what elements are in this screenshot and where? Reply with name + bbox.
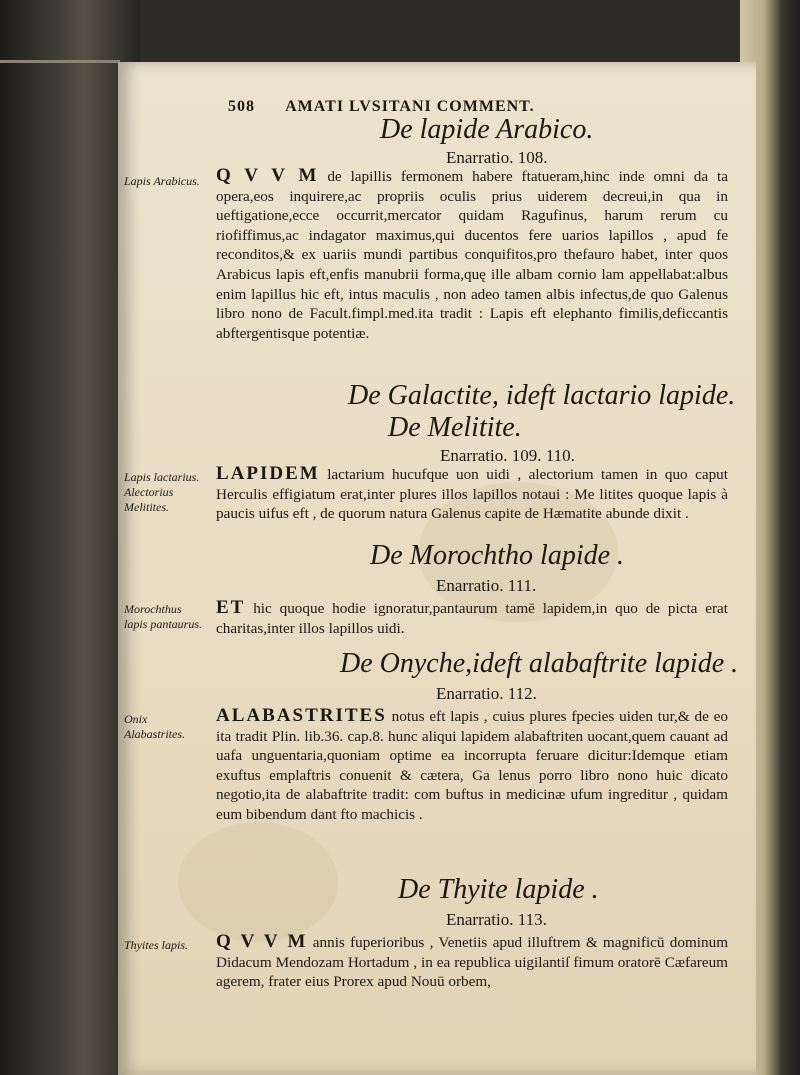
paragraph-text: notus eft lapis , cuius plures fpecies uiden tur,& de eo ita tradit Plin. lib.36. cap.8. hunc aliqui lapidem alabaftriten uocant,quem cauant ad uafa unguentaria,quoniam optime ea incorrupta feruare dicitur:Idemque etiam exuftus emplaftris conuenit & cætera, Ga lenus porro libro nono huic dicato negotio,ita de alabaftrite tradit: com buftus in medicinæ ufum ingreditur , quidam eum bibendum dant fto machicis . — [216, 708, 729, 823]
paragraph — [216, 932, 728, 998]
paragraph-text: lactarium hucufque uon uidi , alectorium tamen in quo caput Herculis effigiatum erat,inter plures illos lapillos notaui : Me litites quoque lapis à paucis uifus eft , de quorum natura Galenus capite de Hæmatite abunde dixit . — [216, 466, 728, 523]
enarratio-label: Enarratio. 113. — [446, 910, 547, 929]
section-title: De Thyite lapide . — [398, 874, 599, 905]
margin-note: Thyites lapis. — [124, 938, 189, 952]
paragraph-initial: ET — [216, 597, 246, 618]
paragraph-initial: LAPIDEM — [216, 463, 320, 484]
paragraph-text: de lapillis fermonem habere ftatueram,hinc inde omni da ta opera,eos inquirere,ac propriis oculis prius uiderem decreui,in qua in ueftigatione,ecce occurrit,mercator quidam Ragufinus, harum rerum cu riofiffimus,ac indagator maximus,qui ducentos fere uarios lapillos , apud fe reconditos,& ex uariis mundi partibus conquifitos,pro thefauro habet, inter quos Arabicus lapis eft,enfis manubrii forma,quę ille albam cornio lam appellabat:albus enim lapillus hic eft, intus maculis , non adeo tamen albis infectus,de quo Galenus libro nono de Facult.fimpl.med.ita tradit : Lapis eft elephanto fimilis,deficcantis abftergentisque potentiæ. — [216, 168, 728, 342]
paragraph-initial: ALABASTRITES — [216, 705, 387, 726]
paragraph — [216, 464, 728, 530]
book-page — [118, 62, 756, 1075]
section-title: De Morochtho lapide . — [370, 540, 625, 571]
paragraph — [216, 166, 728, 370]
section-title: De Onyche,ideft alabaftrite lapide . — [340, 648, 739, 679]
section-title: De Melitite. — [388, 412, 522, 443]
running-title: AMATI LVSITANI COMMENT. — [285, 98, 535, 115]
margin-note: Morochthus lapis pantaurus. — [124, 602, 203, 631]
paragraph — [216, 706, 728, 870]
enarratio-label: Enarratio. 109. 110. — [440, 446, 575, 465]
paragraph — [216, 598, 728, 642]
paragraph-text: annis fuperioribus , Venetiis apud illuftrem & magnificū dominum Didacum Mendozam Hortadum , in ea republica uigilantiſ fimum oratorē Cæfareum agerem, frater eius Prorex apud Nouū orbem, — [216, 934, 729, 991]
enarratio-label: Enarratio. 108. — [446, 148, 548, 167]
paragraph-text: hic quoque hodie ignoratur,pantaurum tamē lapidem,in quo de picta erat charitas,inter illos lapillos uidi. — [216, 600, 729, 637]
enarratio-label: Enarratio. 111. — [436, 576, 537, 595]
margin-note: Lapis Arabicus. — [124, 174, 200, 188]
paragraph-initial: Q V V M — [216, 931, 308, 952]
enarratio-label: Enarratio. 112. — [436, 684, 537, 703]
paragraph-initial: Q V V M — [216, 165, 319, 186]
gutter-rule — [0, 60, 120, 63]
margin-note: Lapis lactarius. Alectorius Melitites. — [124, 470, 200, 514]
page-number: 508 — [228, 98, 255, 115]
section-title: De Galactite, ideft lactario lapide. — [348, 380, 736, 411]
margin-note: Onix Alabastrites. — [124, 712, 186, 741]
section-title: De lapide Arabico. — [380, 114, 594, 145]
